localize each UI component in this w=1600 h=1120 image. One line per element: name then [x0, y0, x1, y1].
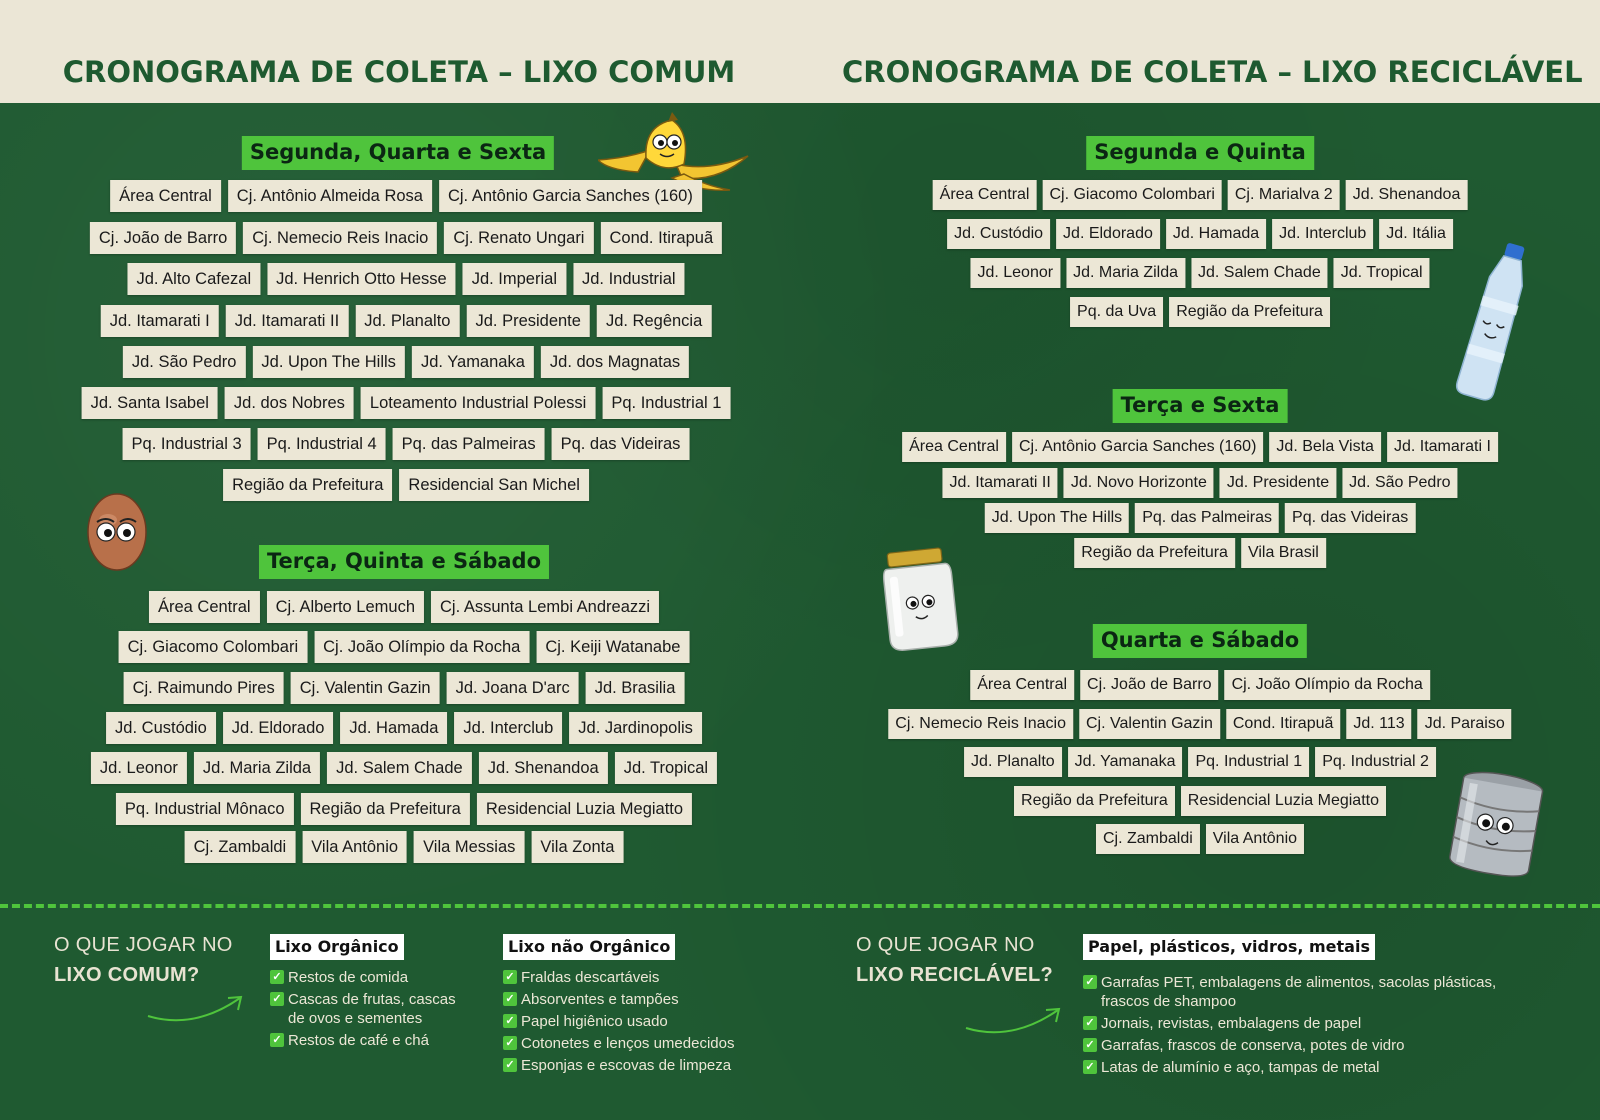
neighborhood-chip: Jd. São Pedro — [123, 346, 246, 378]
neighborhood-chip: Jd. Regência — [597, 305, 711, 337]
section-divider — [0, 904, 1600, 908]
neighborhood-chip: Cj. Giacomo Colombari — [1042, 180, 1221, 210]
neighborhood-chip: Jd. Alto Cafezal — [127, 263, 260, 295]
organico-list — [270, 968, 470, 1053]
neighborhood-chip: Jd. São Pedro — [1342, 468, 1457, 498]
organico-title: Lixo Orgânico — [270, 934, 404, 960]
neighborhood-chip: Jd. Maria Zilda — [194, 752, 320, 784]
neighborhood-chip: Jd. Eldorado — [1056, 219, 1160, 249]
glass-jar-mascot-icon — [882, 544, 962, 654]
neighborhood-chip: Cj. Alberto Lemuch — [267, 591, 424, 623]
neighborhood-chip: Jd. 113 — [1346, 709, 1411, 739]
chip-row — [101, 305, 712, 337]
chip-row — [970, 670, 1430, 700]
neighborhood-chip: Jd. Custódio — [106, 712, 216, 744]
heading-terca-quinta-sabado: Terça, Quinta e Sábado — [259, 545, 549, 579]
checklist-item — [503, 1034, 763, 1053]
neighborhood-chip: Pq. Industrial 1 — [1188, 747, 1309, 777]
neighborhood-chip: Jd. Industrial — [573, 263, 685, 295]
checklist-item-text: Absorventes e tampões — [521, 991, 679, 1008]
checklist-item — [503, 1056, 763, 1075]
question-line-2: LIXO COMUM? — [54, 964, 200, 986]
neighborhood-chip: Pq. das Palmeiras — [1135, 503, 1279, 533]
checklist-item-text: Fraldas descartáveis — [521, 969, 660, 986]
neighborhood-chip: Cj. João Olímpio da Rocha — [314, 631, 529, 663]
neighborhood-chip: Pq. das Palmeiras — [393, 428, 545, 460]
chip-row — [110, 180, 702, 212]
neighborhood-chip: Jd. dos Nobres — [225, 387, 354, 419]
neighborhood-chip: Cj. João de Barro — [1080, 670, 1219, 700]
checklist-item — [503, 968, 763, 987]
neighborhood-chip: Jd. Itamarati I — [1387, 432, 1498, 462]
neighborhood-chip: Jd. Itamarati II — [942, 468, 1057, 498]
neighborhood-chip: Cj. João de Barro — [90, 222, 236, 254]
neighborhood-chip: Cj. Marialva 2 — [1228, 180, 1340, 210]
chip-row — [970, 258, 1429, 288]
neighborhood-chip: Vila Antônio — [1206, 824, 1304, 854]
neighborhood-chip: Cj. Zambaldi — [1096, 824, 1200, 854]
reciclaveis-title: Papel, plásticos, vidros, metais — [1083, 934, 1375, 960]
neighborhood-chip: Cond. Itirapuã — [600, 222, 722, 254]
neighborhood-chip: Jd. Leonor — [91, 752, 187, 784]
chip-row — [964, 747, 1436, 777]
checklist-item-text: Garrafas, frascos de conserva, potes de vidro — [1101, 1037, 1405, 1054]
curved-arrow-icon — [144, 990, 248, 1030]
neighborhood-chip: Cj. Keiji Watanabe — [536, 631, 689, 663]
neighborhood-chip: Jd. Hamada — [340, 712, 447, 744]
neighborhood-chip: Jd. Shenandoa — [479, 752, 608, 784]
checkmark-icon: ✓ — [503, 1036, 517, 1050]
question-lixo-reciclavel — [856, 930, 1053, 990]
neighborhood-chip: Jd. Custódio — [947, 219, 1050, 249]
checkmark-icon: ✓ — [1083, 1060, 1097, 1074]
question-line-1: O QUE JOGAR NO — [54, 934, 233, 956]
heading-quarta-sabado: Quarta e Sábado — [1093, 624, 1307, 658]
neighborhood-chip: Cj. Giacomo Colombari — [119, 631, 308, 663]
neighborhood-chip: Região da Prefeitura — [1074, 538, 1235, 568]
chip-row — [106, 712, 702, 744]
checklist-item-text: Restos de comida — [288, 969, 409, 986]
neighborhood-chip: Jd. Salem Chade — [1191, 258, 1328, 288]
checkmark-icon: ✓ — [503, 1058, 517, 1072]
reciclaveis-list — [1083, 973, 1538, 1080]
neighborhood-chip: Cj. Valentin Gazin — [291, 672, 440, 704]
neighborhood-chip: Residencial Luzia Megiatto — [477, 793, 692, 825]
neighborhood-chip: Residencial Luzia Megiatto — [1181, 786, 1386, 816]
neighborhood-chip: Jd. Novo Horizonte — [1064, 468, 1214, 498]
neighborhood-chip: Pq. Industrial Mônaco — [116, 793, 294, 825]
chip-row — [888, 709, 1511, 739]
chip-row — [82, 387, 731, 419]
chip-row — [1096, 824, 1304, 854]
neighborhood-chip: Vila Brasil — [1241, 538, 1326, 568]
neighborhood-chip: Área Central — [149, 591, 260, 623]
question-line-2: LIXO RECICLÁVEL? — [856, 964, 1054, 986]
neighborhood-chip: Região da Prefeitura — [1169, 297, 1330, 327]
checklist-item — [270, 1031, 470, 1050]
neighborhood-chip: Jd. Planalto — [355, 305, 459, 337]
checklist-item — [1083, 1036, 1538, 1055]
neighborhood-chip: Jd. Bela Vista — [1269, 432, 1381, 462]
nao-organico-title: Lixo não Orgânico — [503, 934, 675, 960]
checklist-item-text: Restos de café e chá — [288, 1032, 429, 1049]
question-line-1: O QUE JOGAR NO — [856, 934, 1035, 956]
checkmark-icon: ✓ — [270, 992, 284, 1006]
chip-row — [90, 222, 722, 254]
neighborhood-chip: Vila Antônio — [302, 831, 407, 863]
question-lixo-comum — [54, 930, 233, 990]
curved-arrow-icon — [962, 1002, 1066, 1042]
neighborhood-chip: Vila Zonta — [531, 831, 623, 863]
neighborhood-chip: Jd. Interclub — [1272, 219, 1373, 249]
chip-row — [1070, 297, 1330, 327]
checkmark-icon: ✓ — [503, 970, 517, 984]
neighborhood-chip: Jd. Yamanaka — [1068, 747, 1183, 777]
neighborhood-chip: Pq. das Videiras — [1285, 503, 1415, 533]
chip-row — [91, 752, 717, 784]
checkmark-icon: ✓ — [1083, 975, 1097, 989]
neighborhood-chip: Cj. Antônio Garcia Sanches (160) — [439, 180, 702, 212]
neighborhood-chip: Cond. Itirapuã — [1226, 709, 1341, 739]
neighborhood-chip: Área Central — [970, 670, 1074, 700]
neighborhood-chip: Jd. Paraiso — [1418, 709, 1512, 739]
neighborhood-chip: Área Central — [902, 432, 1006, 462]
chip-row — [119, 631, 690, 663]
neighborhood-chip: Pq. das Videiras — [552, 428, 690, 460]
title-lixo-comum: CRONOGRAMA DE COLETA – LIXO COMUM — [62, 55, 736, 89]
neighborhood-chip: Jd. Presidente — [1220, 468, 1336, 498]
metal-can-mascot-icon — [1443, 768, 1549, 882]
neighborhood-chip: Pq. Industrial 4 — [258, 428, 386, 460]
checkmark-icon: ✓ — [270, 1033, 284, 1047]
checklist-item-text: Jornais, revistas, embalagens de papel — [1101, 1015, 1362, 1032]
neighborhood-chip: Jd. Presidente — [466, 305, 589, 337]
neighborhood-chip: Região da Prefeitura — [1014, 786, 1175, 816]
neighborhood-chip: Cj. Assunta Lembi Andreazzi — [431, 591, 659, 623]
neighborhood-chip: Jd. Interclub — [454, 712, 562, 744]
neighborhood-chip: Pq. Industrial 1 — [602, 387, 730, 419]
chip-row — [942, 468, 1457, 498]
checkmark-icon: ✓ — [1083, 1038, 1097, 1052]
neighborhood-chip: Jd. Eldorado — [223, 712, 334, 744]
chip-row — [127, 263, 684, 295]
neighborhood-chip: Pq. da Uva — [1070, 297, 1163, 327]
heading-segunda-quarta-sexta: Segunda, Quarta e Sexta — [242, 136, 554, 170]
chip-row — [149, 591, 659, 623]
neighborhood-chip: Jd. Shenandoa — [1346, 180, 1468, 210]
checkmark-icon: ✓ — [503, 992, 517, 1006]
neighborhood-chip: Jd. Tropical — [615, 752, 717, 784]
checklist-item-text: Esponjas e escovas de limpeza — [521, 1057, 732, 1074]
neighborhood-chip: Residencial San Michel — [399, 469, 589, 501]
checklist-item — [503, 1012, 763, 1031]
checklist-item-text: Cascas de frutas, cascas de ovos e sementes — [288, 991, 456, 1027]
checklist-item-text: Cotonetes e lenços umedecidos — [521, 1035, 735, 1052]
neighborhood-chip: Jd. Hamada — [1166, 219, 1266, 249]
neighborhood-chip: Jd. Imperial — [463, 263, 566, 295]
neighborhood-chip: Jd. Leonor — [970, 258, 1060, 288]
neighborhood-chip: Pq. Industrial 3 — [123, 428, 251, 460]
neighborhood-chip: Região da Prefeitura — [223, 469, 392, 501]
checklist-item — [1083, 1058, 1538, 1077]
neighborhood-chip: Jd. Jardinopolis — [569, 712, 702, 744]
neighborhood-chip: Jd. Maria Zilda — [1066, 258, 1185, 288]
neighborhood-chip: Cj. Zambaldi — [185, 831, 296, 863]
neighborhood-chip: Área Central — [110, 180, 221, 212]
neighborhood-chip: Cj. Nemecio Reis Inacio — [243, 222, 437, 254]
neighborhood-chip: Região da Prefeitura — [301, 793, 470, 825]
neighborhood-chip: Jd. Henrich Otto Hesse — [267, 263, 456, 295]
neighborhood-chip: Cj. Valentin Gazin — [1079, 709, 1220, 739]
checklist-item-text: Garrafas PET, embalagens de alimentos, sacolas plásticas, frascos de shampoo — [1101, 974, 1497, 1010]
neighborhood-chip: Loteamento Industrial Polessi — [361, 387, 595, 419]
chip-row — [124, 672, 685, 704]
checkmark-icon: ✓ — [1083, 1016, 1097, 1030]
chip-row — [223, 469, 589, 501]
chip-row — [902, 432, 1498, 462]
chip-row — [933, 180, 1468, 210]
neighborhood-chip: Cj. Raimundo Pires — [124, 672, 284, 704]
chip-row — [985, 503, 1416, 533]
nao-organico-list — [503, 968, 763, 1078]
chip-row — [123, 346, 689, 378]
heading-segunda-quinta: Segunda e Quinta — [1086, 136, 1314, 170]
chip-row — [116, 793, 692, 825]
chip-row — [123, 428, 690, 460]
chip-row — [185, 831, 624, 863]
neighborhood-chip: Vila Messias — [414, 831, 524, 863]
neighborhood-chip: Jd. Upon The Hills — [985, 503, 1129, 533]
neighborhood-chip: Área Central — [933, 180, 1037, 210]
neighborhood-chip: Jd. Itamarati I — [101, 305, 219, 337]
neighborhood-chip: Cj. Nemecio Reis Inacio — [888, 709, 1073, 739]
neighborhood-chip: Jd. Joana D'arc — [447, 672, 579, 704]
neighborhood-chip: Jd. Yamanaka — [412, 346, 534, 378]
chip-row — [1074, 538, 1326, 568]
neighborhood-chip: Pq. Industrial 2 — [1315, 747, 1436, 777]
checklist-item — [1083, 1014, 1538, 1033]
neighborhood-chip: Cj. João Olímpio da Rocha — [1225, 670, 1430, 700]
neighborhood-chip: Cj. Antônio Garcia Sanches (160) — [1012, 432, 1263, 462]
neighborhood-chip: Jd. Santa Isabel — [82, 387, 218, 419]
neighborhood-chip: Jd. Itamarati II — [226, 305, 349, 337]
egg-shell-mascot-icon — [86, 486, 148, 572]
neighborhood-chip: Jd. Brasilia — [586, 672, 685, 704]
checklist-item — [270, 990, 470, 1028]
checkmark-icon: ✓ — [503, 1014, 517, 1028]
chip-row — [1014, 786, 1386, 816]
neighborhood-chip: Jd. Upon The Hills — [252, 346, 405, 378]
title-lixo-reciclavel: CRONOGRAMA DE COLETA – LIXO RECICLÁVEL — [842, 55, 1583, 89]
neighborhood-chip: Jd. Itália — [1379, 219, 1453, 249]
neighborhood-chip: Jd. Salem Chade — [327, 752, 472, 784]
neighborhood-chip: Jd. Planalto — [964, 747, 1062, 777]
checklist-item — [270, 968, 470, 987]
heading-terca-sexta: Terça e Sexta — [1113, 389, 1288, 423]
checkmark-icon: ✓ — [270, 970, 284, 984]
plastic-bottle-mascot-icon — [1455, 240, 1535, 406]
neighborhood-chip: Cj. Renato Ungari — [444, 222, 593, 254]
checklist-item-text: Papel higiênico usado — [521, 1013, 668, 1030]
checklist-item-text: Latas de alumínio e aço, tampas de metal — [1101, 1059, 1380, 1076]
neighborhood-chip: Jd. Tropical — [1334, 258, 1430, 288]
checklist-item — [1083, 973, 1538, 1011]
checklist-item — [503, 990, 763, 1009]
neighborhood-chip: Cj. Antônio Almeida Rosa — [228, 180, 432, 212]
neighborhood-chip: Jd. dos Magnatas — [541, 346, 689, 378]
chip-row — [947, 219, 1453, 249]
